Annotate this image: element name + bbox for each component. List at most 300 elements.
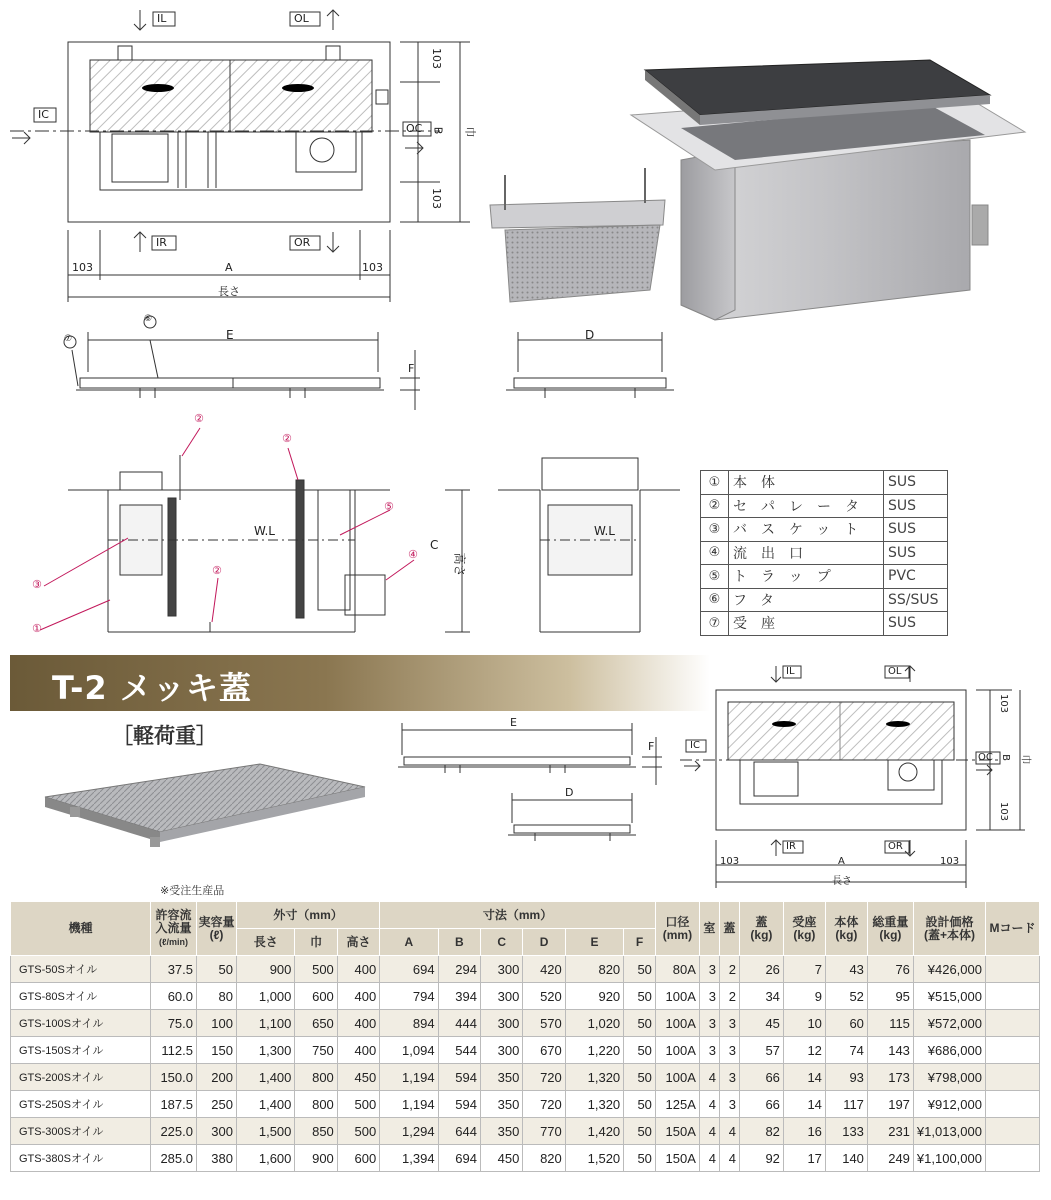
table-cell: 800 <box>295 1064 337 1091</box>
table-cell: 1,220 <box>565 1037 623 1064</box>
table-row <box>11 956 1040 983</box>
table-cell: 100A <box>655 983 699 1010</box>
material-type: SUS <box>884 612 948 636</box>
header-price-l2: (蓋+本体) <box>923 927 975 942</box>
table-cell: 150.0 <box>151 1064 197 1091</box>
header-total-l1: 総重量 <box>872 914 909 929</box>
table-cell: 66 <box>739 1064 783 1091</box>
table-cell: 50 <box>624 1010 656 1037</box>
header-total-weight <box>867 902 913 956</box>
dim-takasa-label: 高さ <box>452 552 467 577</box>
table-cell: 720 <box>523 1064 565 1091</box>
dim-c-label: C <box>430 538 439 552</box>
dim-f-label: F <box>408 362 415 375</box>
header-flow-l3: (ℓ/min) <box>159 936 188 947</box>
table-cell: 93 <box>825 1064 867 1091</box>
table-cell: 1,294 <box>380 1118 438 1145</box>
header-flow-l1: 許容流 <box>155 907 192 922</box>
table-cell: 600 <box>337 1145 379 1172</box>
table-cell: 75.0 <box>151 1010 197 1037</box>
mcode-cell <box>986 1145 1040 1172</box>
table-cell: 600 <box>295 983 337 1010</box>
material-part: 流出口 <box>729 541 884 565</box>
table-cell: 100A <box>655 1064 699 1091</box>
table-cell: 1,194 <box>380 1091 438 1118</box>
material-type: SUS <box>884 471 948 495</box>
header-haba: 巾 <box>295 929 337 956</box>
cover-section-drawings <box>0 310 700 410</box>
model-name-cell: GTS-200Sオイル <box>11 1064 151 1091</box>
tank-product-photo <box>485 40 1045 330</box>
label-ol: OL <box>294 12 309 25</box>
mcode-cell <box>986 1118 1040 1145</box>
table-cell: 100 <box>197 1010 237 1037</box>
t2-dim-left-103: 103 <box>720 856 740 867</box>
table-cell: 1,020 <box>565 1010 623 1037</box>
table-cell: ¥515,000 <box>913 983 985 1010</box>
t2-dim-d-label: D <box>565 786 574 799</box>
table-cell: ¥798,000 <box>913 1064 985 1091</box>
header-f: F <box>624 929 656 956</box>
header-total-l2: (kg) <box>879 927 902 942</box>
table-cell: 7 <box>783 956 825 983</box>
table-cell: 4 <box>699 1118 719 1145</box>
header-lidw-l1: 蓋 <box>755 914 768 929</box>
table-cell: 187.5 <box>151 1091 197 1118</box>
t2-dim-top-103: 103 <box>998 693 1010 714</box>
materials-row <box>701 588 948 612</box>
callout-5: ⑤ <box>384 500 394 513</box>
material-type: SUS <box>884 518 948 542</box>
materials-row <box>701 518 948 542</box>
materials-row <box>701 612 948 636</box>
table-cell: 1,320 <box>565 1064 623 1091</box>
table-row <box>11 983 1040 1010</box>
material-part: バスケット <box>729 518 884 542</box>
banner-title: T-2 メッキ蓋 <box>52 669 252 707</box>
table-cell: 294 <box>438 956 480 983</box>
material-type: SUS <box>884 541 948 565</box>
table-cell: 150A <box>655 1145 699 1172</box>
mcode-cell <box>986 983 1040 1010</box>
table-cell: 16 <box>783 1118 825 1145</box>
table-row <box>11 1010 1040 1037</box>
table-row <box>11 1145 1040 1172</box>
table-cell: 285.0 <box>151 1145 197 1172</box>
table-cell: 650 <box>295 1010 337 1037</box>
table-cell: 300 <box>480 983 522 1010</box>
table-cell: 50 <box>624 1118 656 1145</box>
table-cell: 133 <box>825 1118 867 1145</box>
mcode-cell <box>986 1091 1040 1118</box>
table-row <box>11 1091 1040 1118</box>
model-name-cell: GTS-100Sオイル <box>11 1010 151 1037</box>
model-name-cell: GTS-150Sオイル <box>11 1037 151 1064</box>
table-cell: 26 <box>739 956 783 983</box>
t2-dim-right-103: 103 <box>940 856 960 867</box>
mcode-cell <box>986 1064 1040 1091</box>
table-cell: 3 <box>699 956 719 983</box>
table-cell: 350 <box>480 1091 522 1118</box>
dim-haba-label: 巾 <box>463 126 477 138</box>
header-lid-weight <box>739 902 783 956</box>
table-cell: 60.0 <box>151 983 197 1010</box>
header-rooms: 室 <box>699 902 719 956</box>
table-cell: 50 <box>624 1064 656 1091</box>
table-cell: ¥912,000 <box>913 1091 985 1118</box>
material-type: PVC <box>884 565 948 589</box>
table-cell: 50 <box>624 956 656 983</box>
dim-left-103: 103 <box>72 261 93 274</box>
table-cell: 140 <box>825 1145 867 1172</box>
t2-label-oc: OC <box>978 752 993 763</box>
table-cell: 4 <box>699 1145 719 1172</box>
header-price-l1: 設計価格 <box>925 914 974 929</box>
table-cell: 112.5 <box>151 1037 197 1064</box>
table-cell: ¥572,000 <box>913 1010 985 1037</box>
t2-dim-haba-label: 巾 <box>1019 754 1031 765</box>
made-to-order-note: ※受注生産品 <box>160 884 225 897</box>
material-no: ② <box>701 494 729 518</box>
spec-table <box>10 901 1040 1172</box>
table-cell: 380 <box>197 1145 237 1172</box>
materials-row <box>701 565 948 589</box>
table-cell: 50 <box>624 983 656 1010</box>
table-cell: 4 <box>699 1091 719 1118</box>
table-cell: 50 <box>624 1091 656 1118</box>
wl-label-side: W.L <box>594 524 615 538</box>
table-cell: 450 <box>337 1064 379 1091</box>
t2-cover-section-drawings <box>390 715 680 850</box>
table-cell: 1,194 <box>380 1064 438 1091</box>
table-cell: 14 <box>783 1091 825 1118</box>
table-cell: 100A <box>655 1010 699 1037</box>
table-cell: 300 <box>480 956 522 983</box>
table-cell: 400 <box>337 983 379 1010</box>
table-cell: 350 <box>480 1118 522 1145</box>
table-cell: 143 <box>867 1037 913 1064</box>
material-part: トラップ <box>729 565 884 589</box>
table-cell: 50 <box>624 1145 656 1172</box>
header-capacity-l1: 実容量 <box>198 914 235 929</box>
dim-top-103: 103 <box>430 48 443 69</box>
material-type: SS/SUS <box>884 588 948 612</box>
table-row <box>11 1064 1040 1091</box>
table-cell: 300 <box>480 1010 522 1037</box>
t2-dim-e-label: E <box>510 716 517 729</box>
table-cell: 1,500 <box>237 1118 295 1145</box>
t2-label-ic: IC <box>690 740 700 751</box>
table-cell: 200 <box>197 1064 237 1091</box>
header-e: E <box>565 929 623 956</box>
header-port-l2: (mm) <box>662 927 693 942</box>
table-cell: 9 <box>783 983 825 1010</box>
table-cell: 544 <box>438 1037 480 1064</box>
table-cell: 400 <box>337 956 379 983</box>
table-cell: ¥1,100,000 <box>913 1145 985 1172</box>
header-flow-l2: 入流量 <box>155 920 192 935</box>
table-cell: 570 <box>523 1010 565 1037</box>
table-cell: 3 <box>719 1037 739 1064</box>
dim-nagasa-label: 長さ <box>218 285 240 298</box>
table-cell: 720 <box>523 1091 565 1118</box>
table-cell: 1,520 <box>565 1145 623 1172</box>
dim-bottom-103: 103 <box>430 188 443 209</box>
table-cell: 750 <box>295 1037 337 1064</box>
t2-dim-b-label: B <box>999 754 1011 761</box>
table-row <box>11 1037 1040 1064</box>
lid-product-photo <box>40 762 370 852</box>
dim-right-103: 103 <box>362 261 383 274</box>
table-cell: 92 <box>739 1145 783 1172</box>
table-cell: 820 <box>565 956 623 983</box>
header-seat-l2: (kg) <box>793 927 816 942</box>
table-cell: 400 <box>337 1010 379 1037</box>
table-cell: 400 <box>337 1037 379 1064</box>
table-cell: 1,420 <box>565 1118 623 1145</box>
table-cell: 100A <box>655 1037 699 1064</box>
header-port-l1: 口径 <box>665 914 690 929</box>
table-cell: 250 <box>197 1091 237 1118</box>
table-cell: 520 <box>523 983 565 1010</box>
header-flow <box>151 902 197 956</box>
table-cell: 794 <box>380 983 438 1010</box>
callout-7: ⑦ <box>64 334 73 344</box>
label-ir: IR <box>156 236 167 249</box>
table-cell: 3 <box>699 983 719 1010</box>
table-cell: 850 <box>295 1118 337 1145</box>
table-cell: 800 <box>295 1091 337 1118</box>
t2-dim-f-label: F <box>648 740 655 753</box>
dim-a-label: A <box>225 261 233 274</box>
table-cell: 115 <box>867 1010 913 1037</box>
table-cell: 12 <box>783 1037 825 1064</box>
table-cell: 500 <box>337 1091 379 1118</box>
dim-b-label: B <box>431 126 445 135</box>
table-cell: 770 <box>523 1118 565 1145</box>
table-cell: 594 <box>438 1064 480 1091</box>
table-cell: 173 <box>867 1064 913 1091</box>
t2-label-or: OR <box>888 841 903 852</box>
spec-table-body <box>11 956 1040 1172</box>
header-a: A <box>380 929 438 956</box>
table-cell: 1,394 <box>380 1145 438 1172</box>
table-cell: 1,600 <box>237 1145 295 1172</box>
table-row <box>11 1118 1040 1145</box>
table-cell: 95 <box>867 983 913 1010</box>
table-cell: 82 <box>739 1118 783 1145</box>
table-cell: 3 <box>719 1064 739 1091</box>
table-cell: 150A <box>655 1118 699 1145</box>
mcode-cell <box>986 1037 1040 1064</box>
header-capacity <box>197 902 237 956</box>
table-cell: 50 <box>624 1037 656 1064</box>
table-cell: 34 <box>739 983 783 1010</box>
table-cell: 820 <box>523 1145 565 1172</box>
header-takasa: 高さ <box>337 929 379 956</box>
table-cell: 4 <box>719 1145 739 1172</box>
header-port <box>655 902 699 956</box>
material-part: 受座 <box>729 612 884 636</box>
header-lidw-l2: (kg) <box>750 927 773 942</box>
table-cell: 57 <box>739 1037 783 1064</box>
material-part: フタ <box>729 588 884 612</box>
material-no: ④ <box>701 541 729 565</box>
model-name-cell: GTS-380Sオイル <box>11 1145 151 1172</box>
model-name-cell: GTS-300Sオイル <box>11 1118 151 1145</box>
table-cell: 249 <box>867 1145 913 1172</box>
table-cell: 10 <box>783 1010 825 1037</box>
callout-6: ⑥ <box>144 314 153 324</box>
model-name-cell: GTS-50Sオイル <box>11 956 151 983</box>
header-dims: 寸法（mm） <box>380 902 656 929</box>
table-cell: 920 <box>565 983 623 1010</box>
t2-label-il: IL <box>786 666 795 677</box>
table-cell: 644 <box>438 1118 480 1145</box>
callout-3: ③ <box>32 578 42 591</box>
table-cell: 394 <box>438 983 480 1010</box>
product-banner <box>10 655 710 711</box>
table-cell: 2 <box>719 983 739 1010</box>
table-cell: 45 <box>739 1010 783 1037</box>
header-capacity-l2: (ℓ) <box>209 927 224 942</box>
table-cell: 117 <box>825 1091 867 1118</box>
table-cell: 670 <box>523 1037 565 1064</box>
materials-row <box>701 494 948 518</box>
callout-4: ④ <box>408 548 418 561</box>
header-price <box>913 902 985 956</box>
mcode-cell <box>986 956 1040 983</box>
table-cell: 694 <box>438 1145 480 1172</box>
header-b: B <box>438 929 480 956</box>
table-cell: 300 <box>480 1037 522 1064</box>
table-cell: 444 <box>438 1010 480 1037</box>
label-oc: OC <box>406 122 423 135</box>
table-cell: 450 <box>480 1145 522 1172</box>
material-no: ③ <box>701 518 729 542</box>
header-c: C <box>480 929 522 956</box>
header-seat-l1: 受座 <box>792 914 817 929</box>
table-cell: ¥426,000 <box>913 956 985 983</box>
material-part: セパレータ <box>729 494 884 518</box>
banner-subtitle: ［軽荷重］ <box>112 724 217 748</box>
table-cell: 2 <box>719 956 739 983</box>
table-cell: 66 <box>739 1091 783 1118</box>
callout-2c: ② <box>212 564 222 577</box>
t2-label-ir: IR <box>786 841 796 852</box>
table-cell: 1,000 <box>237 983 295 1010</box>
table-cell: 231 <box>867 1118 913 1145</box>
table-cell: ¥686,000 <box>913 1037 985 1064</box>
table-cell: 3 <box>719 1091 739 1118</box>
table-cell: 80A <box>655 956 699 983</box>
material-no: ⑥ <box>701 588 729 612</box>
table-cell: 1,400 <box>237 1091 295 1118</box>
table-cell: 60 <box>825 1010 867 1037</box>
table-cell: 350 <box>480 1064 522 1091</box>
table-cell: ¥1,013,000 <box>913 1118 985 1145</box>
wl-label: W.L <box>254 524 275 538</box>
t2-label-ol: OL <box>888 666 902 677</box>
callout-1: ① <box>32 622 42 635</box>
table-cell: 500 <box>337 1118 379 1145</box>
table-cell: 4 <box>719 1118 739 1145</box>
callout-2b: ② <box>282 432 292 445</box>
header-lids: 蓋 <box>719 902 739 956</box>
material-no: ① <box>701 471 729 495</box>
dim-e-label: E <box>226 328 234 342</box>
table-cell: 3 <box>699 1010 719 1037</box>
table-cell: 694 <box>380 956 438 983</box>
table-cell: 76 <box>867 956 913 983</box>
dim-d-label: D <box>585 328 595 342</box>
table-cell: 52 <box>825 983 867 1010</box>
header-body-l2: (kg) <box>835 927 858 942</box>
table-cell: 37.5 <box>151 956 197 983</box>
table-cell: 420 <box>523 956 565 983</box>
label-or: OR <box>294 236 311 249</box>
t2-dim-bottom-103: 103 <box>998 801 1010 822</box>
table-cell: 500 <box>295 956 337 983</box>
table-cell: 14 <box>783 1064 825 1091</box>
table-cell: 894 <box>380 1010 438 1037</box>
header-d: D <box>523 929 565 956</box>
table-cell: 1,094 <box>380 1037 438 1064</box>
table-cell: 1,100 <box>237 1010 295 1037</box>
callout-2a: ② <box>194 412 204 425</box>
mcode-cell <box>986 1010 1040 1037</box>
table-cell: 197 <box>867 1091 913 1118</box>
table-cell: 3 <box>719 1010 739 1037</box>
table-cell: 900 <box>295 1145 337 1172</box>
header-model: 機種 <box>11 902 151 956</box>
header-seat-weight <box>783 902 825 956</box>
header-body-weight <box>825 902 867 956</box>
header-nagasa: 長さ <box>237 929 295 956</box>
table-cell: 900 <box>237 956 295 983</box>
table-cell: 74 <box>825 1037 867 1064</box>
table-cell: 4 <box>699 1064 719 1091</box>
material-no: ⑦ <box>701 612 729 636</box>
materials-row <box>701 541 948 565</box>
material-part: 本体 <box>729 471 884 495</box>
table-cell: 43 <box>825 956 867 983</box>
table-cell: 1,400 <box>237 1064 295 1091</box>
header-outer: 外寸（mm） <box>237 902 380 929</box>
table-cell: 17 <box>783 1145 825 1172</box>
t2-dim-a-label: A <box>838 856 845 867</box>
t2-dim-nagasa-label: 長さ <box>832 876 852 887</box>
header-mcode: Mコード <box>986 902 1040 956</box>
header-body-l1: 本体 <box>834 914 859 929</box>
table-cell: 3 <box>699 1037 719 1064</box>
material-type: SUS <box>884 494 948 518</box>
table-cell: 1,320 <box>565 1091 623 1118</box>
table-cell: 225.0 <box>151 1118 197 1145</box>
label-il: IL <box>157 12 167 25</box>
model-name-cell: GTS-250Sオイル <box>11 1091 151 1118</box>
table-cell: 80 <box>197 983 237 1010</box>
label-ic: IC <box>38 108 49 121</box>
table-cell: 1,300 <box>237 1037 295 1064</box>
material-no: ⑤ <box>701 565 729 589</box>
table-cell: 300 <box>197 1118 237 1145</box>
materials-table <box>700 470 948 636</box>
table-cell: 594 <box>438 1091 480 1118</box>
materials-row <box>701 471 948 495</box>
table-cell: 125A <box>655 1091 699 1118</box>
table-cell: 150 <box>197 1037 237 1064</box>
